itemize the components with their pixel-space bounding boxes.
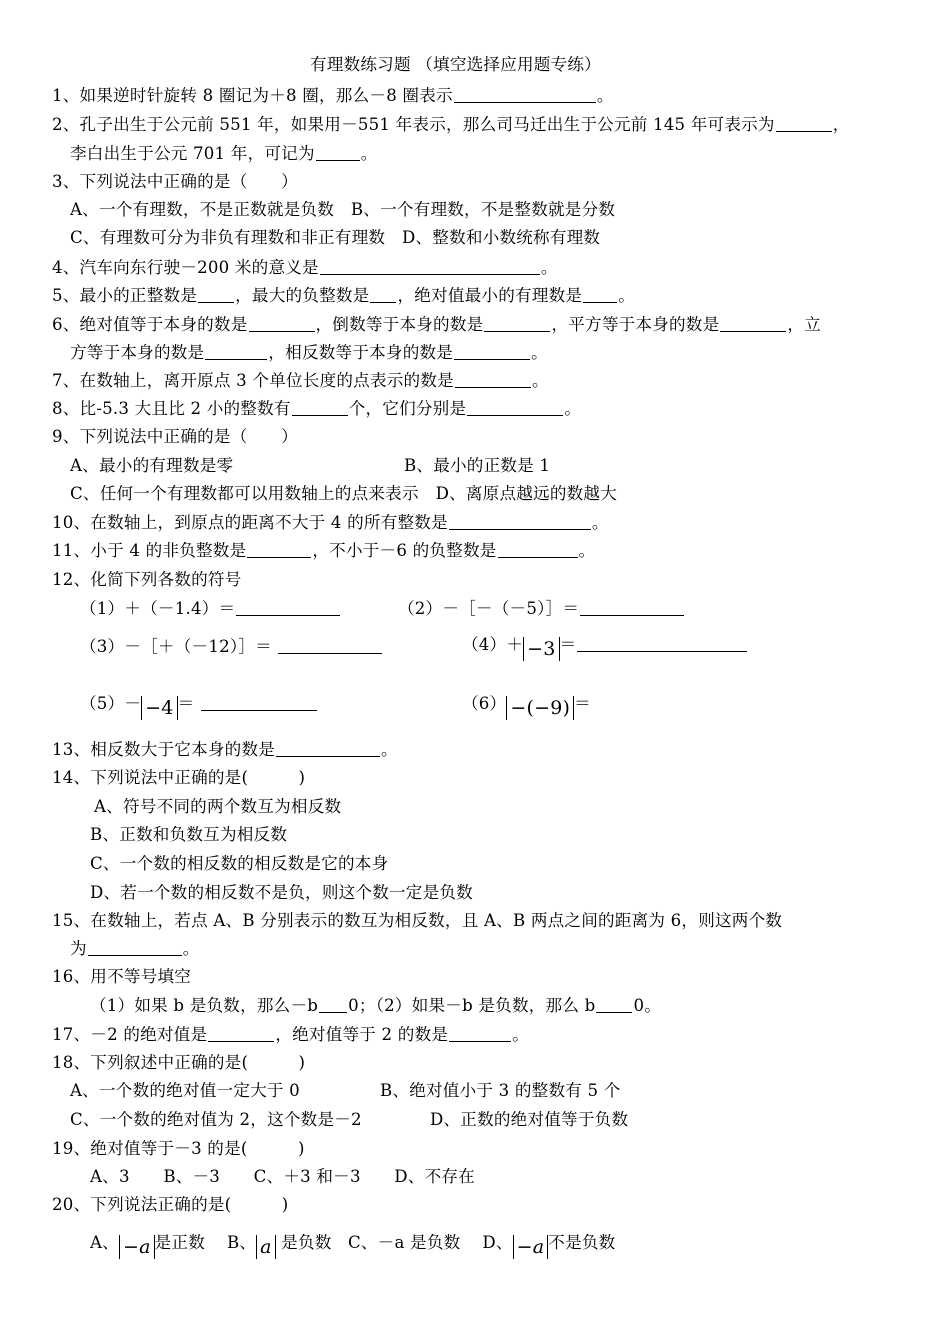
answer-blank[interactable] — [278, 637, 382, 654]
answer-blank[interactable] — [580, 599, 684, 616]
question-1: 1、如果逆时针旋转 8 圈记为＋8 圈，那么－8 圈表示 。 — [52, 86, 614, 105]
answer-blank[interactable] — [88, 939, 182, 956]
answer-blank[interactable] — [577, 635, 747, 652]
answer-blank[interactable] — [247, 541, 311, 558]
answer-blank[interactable] — [449, 1025, 511, 1042]
answer-blank[interactable] — [720, 315, 786, 332]
question-10: 10、在数轴上，到原点的距离不大于 4 的所有整数是 。 — [52, 513, 609, 532]
question-9-option-b: B、最小的正数是 1 — [404, 456, 551, 475]
question-14-option-a: A、符号不同的两个数互为相反数 — [94, 797, 342, 816]
question-12-part-3: （3）－［＋（－12）］＝ — [80, 636, 383, 658]
question-12-part-4: （4）＋ −3 ＝ — [462, 634, 748, 661]
answer-blank[interactable] — [583, 286, 617, 303]
absolute-value: −4 — [141, 696, 177, 720]
question-text: 2、孔子出生于公元前 551 年，如果用－551 年表示，那么司马迁出生于公元前 145 年可表示为 — [52, 115, 775, 134]
answer-blank[interactable] — [449, 513, 591, 530]
answer-blank[interactable] — [370, 286, 396, 303]
question-13: 13、相反数大于它本身的数是 。 — [52, 740, 398, 759]
question-19-stem: 19、绝对值等于－3 的是( ) — [52, 1139, 305, 1158]
question-16-stem: 16、用不等号填空 — [52, 967, 192, 986]
answer-blank[interactable] — [454, 86, 596, 103]
question-17: 17、－2 的绝对值是 ，绝对值等于 2 的数是 。 — [52, 1025, 529, 1044]
question-16-parts: （1）如果 b 是负数，那么－b 0；（2）如果－b 是负数，那么 b 0。 — [90, 996, 661, 1015]
page-title: 有理数练习题 （填空选择应用题专练） — [310, 55, 601, 74]
answer-blank[interactable] — [236, 599, 340, 616]
answer-blank[interactable] — [498, 541, 578, 558]
answer-blank[interactable] — [455, 371, 531, 388]
question-text: 1、如果逆时针旋转 8 圈记为＋8 圈，那么－8 圈表示 — [52, 86, 453, 105]
question-20-options: A、 −a 是正数 B、 a 是负数 C、－a 是负数 D、 −a 不是负数 — [90, 1233, 616, 1258]
answer-blank[interactable] — [198, 286, 234, 303]
question-18-option-c: C、一个数的绝对值为 2，这个数是－2 — [70, 1110, 362, 1129]
answer-blank[interactable] — [316, 144, 360, 161]
question-12-part-2: （2）－［－（－5）］＝ — [398, 598, 685, 620]
question-18-stem: 18、下列叙述中正确的是( ) — [52, 1053, 306, 1072]
question-12-stem: 12、化简下列各数的符号 — [52, 570, 242, 589]
question-18-option-a: A、一个数的绝对值一定大于 0 — [70, 1081, 300, 1100]
question-18-option-d: D、正数的绝对值等于负数 — [430, 1110, 629, 1129]
question-19-options: A、3 B、－3 C、＋3 和－3 D、不存在 — [90, 1167, 475, 1186]
question-15: 15、在数轴上，若点 A、B 分别表示的数互为相反数，且 A、B 两点之间的距离为 6，则这两个数 — [52, 911, 783, 930]
question-6-continued: 方等于本身的数是 ，相反数等于本身的数是 。 — [70, 343, 548, 362]
absolute-value: a — [256, 1235, 276, 1259]
answer-blank[interactable] — [201, 694, 317, 711]
absolute-value: −a — [513, 1235, 549, 1259]
question-12-part-5: （5）－ −4 ＝ — [80, 693, 318, 720]
question-18-option-b: B、绝对值小于 3 的整数有 5 个 — [380, 1081, 621, 1100]
question-2: 2、孔子出生于公元前 551 年，如果用－551 年表示，那么司马迁出生于公元前 145 年可表示为 ， — [52, 115, 850, 134]
question-12-part-1: （1）＋（－1.4）＝ — [80, 598, 341, 620]
answer-blank[interactable] — [776, 115, 832, 132]
question-3-stem: 3、下列说法中正确的是（ ） — [52, 172, 298, 191]
question-12-part-6: （6） −(−9) ＝ — [462, 694, 591, 719]
answer-blank[interactable] — [320, 258, 540, 275]
answer-blank[interactable] — [484, 315, 550, 332]
answer-blank[interactable] — [292, 399, 348, 416]
answer-blank[interactable] — [596, 996, 632, 1013]
answer-blank[interactable] — [319, 996, 347, 1013]
question-14-option-c: C、一个数的相反数的相反数是它的本身 — [90, 854, 389, 873]
question-3-options-cd: C、有理数可分为非负有理数和非正有理数 D、整数和小数统称有理数 — [70, 228, 601, 247]
absolute-value: −3 — [523, 637, 559, 661]
answer-blank[interactable] — [249, 315, 315, 332]
question-6: 6、绝对值等于本身的数是 ，倒数等于本身的数是 ，平方等于本身的数是 ，立 — [52, 315, 821, 334]
question-20-stem: 20、下列说法正确的是( ) — [52, 1195, 289, 1214]
question-11: 11、小于 4 的非负整数是 ，不小于－6 的负整数是 。 — [52, 541, 596, 560]
question-2-continued: 李白出生于公元 701 年，可记为 。 — [70, 144, 378, 163]
question-9-option-a: A、最小的有理数是零 — [70, 456, 234, 475]
question-14-option-b: B、正数和负数互为相反数 — [90, 825, 288, 844]
question-8: 8、比-5.3 大且比 2 小的整数有 个，它们分别是 。 — [52, 399, 582, 418]
answer-blank[interactable] — [208, 1025, 274, 1042]
question-text: 李白出生于公元 701 年，可记为 — [70, 144, 315, 163]
question-9-stem: 9、下列说法中正确的是（ ） — [52, 427, 298, 446]
question-7: 7、在数轴上，离开原点 3 个单位长度的点表示的数是 。 — [52, 371, 549, 390]
answer-blank[interactable] — [454, 343, 530, 360]
question-15-continued: 为 。 — [70, 939, 200, 958]
question-text: 4、汽车向东行驶－200 米的意义是 — [52, 258, 319, 277]
absolute-value: −a — [119, 1235, 155, 1259]
question-3-options-ab: A、一个有理数，不是正数就是负数 B、一个有理数，不是整数就是分数 — [70, 200, 616, 219]
question-5: 5、最小的正整数是 ，最大的负整数是 ，绝对值最小的有理数是 。 — [52, 286, 635, 305]
answer-blank[interactable] — [276, 740, 380, 757]
question-9-options-cd: C、任何一个有理数都可以用数轴上的点来表示 D、离原点越远的数越大 — [70, 484, 618, 503]
answer-blank[interactable] — [205, 343, 267, 360]
answer-blank[interactable] — [467, 399, 563, 416]
absolute-value: −(−9) — [506, 696, 574, 720]
question-14-stem: 14、下列说法中正确的是( ) — [52, 768, 306, 787]
question-4: 4、汽车向东行驶－200 米的意义是 。 — [52, 258, 558, 277]
question-14-option-d: D、若一个数的相反数不是负，则这个数一定是负数 — [90, 883, 473, 902]
